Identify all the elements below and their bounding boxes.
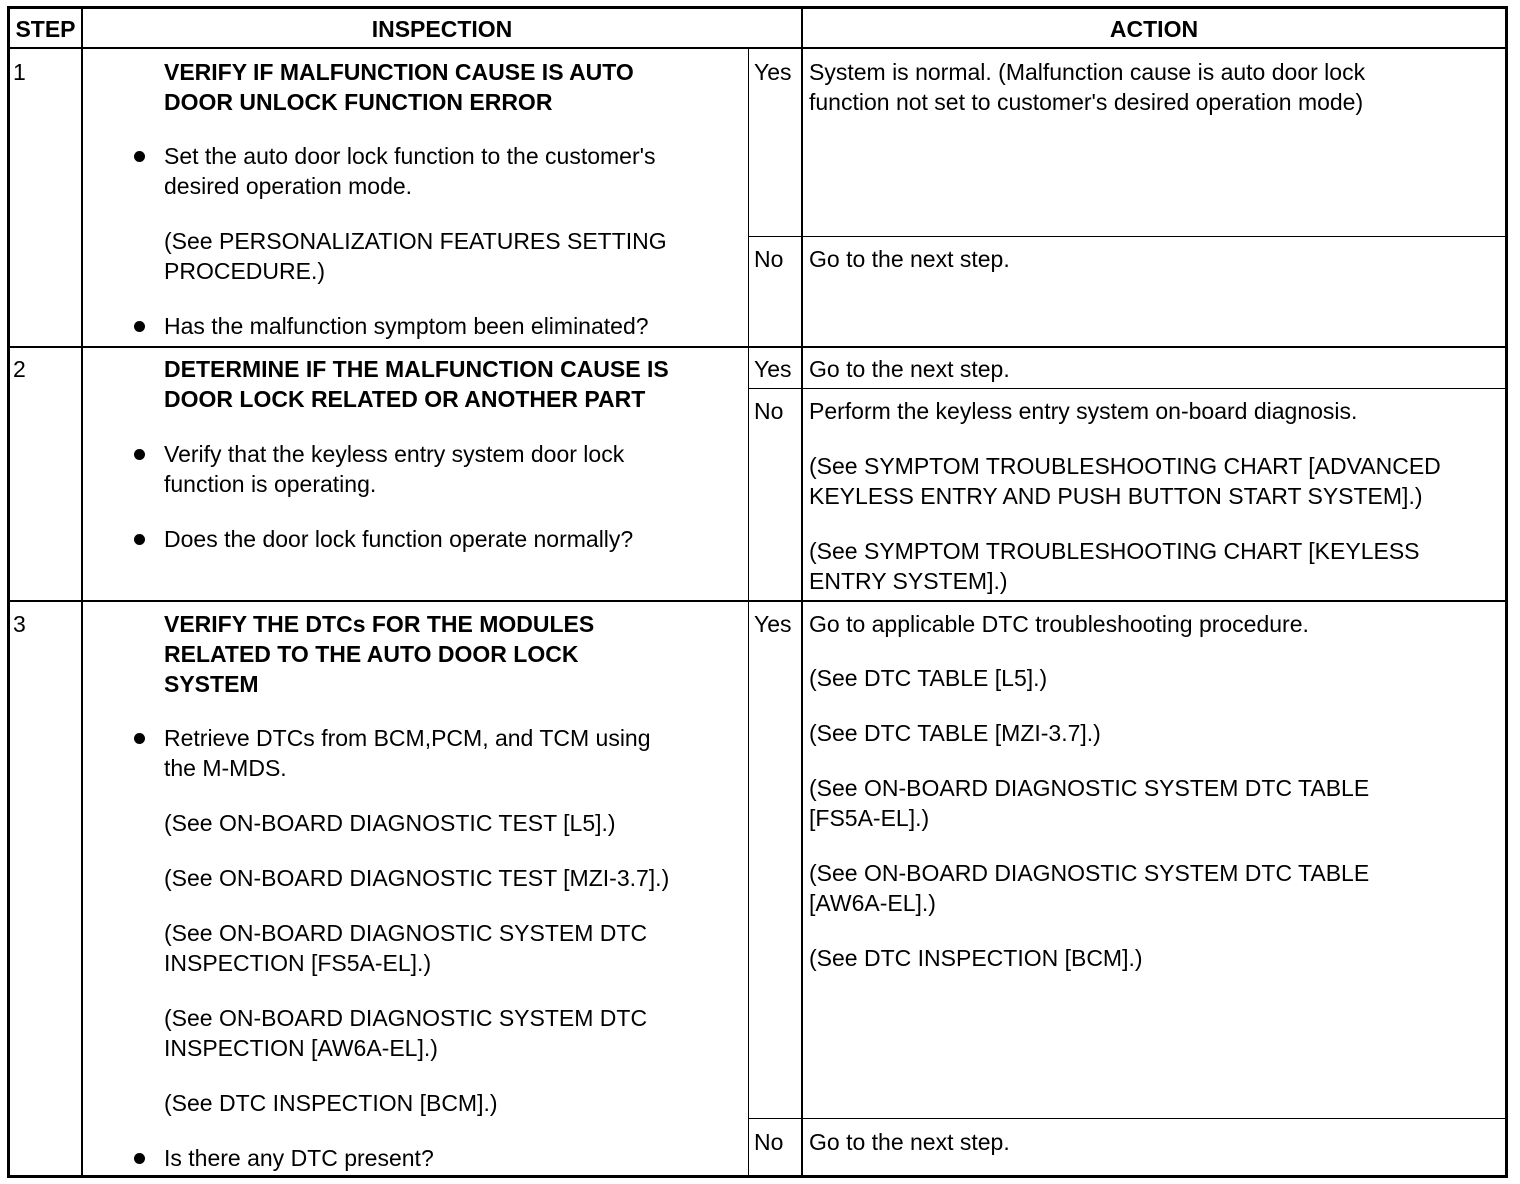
table-border-left bbox=[7, 6, 10, 1178]
row2-step-number: 2 bbox=[13, 356, 26, 382]
row3-reference-line: INSPECTION [AW6A-EL].) bbox=[164, 1035, 438, 1061]
row2-bullet1-line: Verify that the keyless entry system door lock bbox=[164, 441, 625, 467]
row1-bullet1 bbox=[164, 141, 656, 201]
yes-no-divider-2 bbox=[748, 388, 1508, 389]
row3-bullet1-line: the M-MDS. bbox=[164, 755, 287, 781]
row3-title-line: VERIFY THE DTCs FOR THE MODULES bbox=[164, 611, 595, 637]
bullet-icon bbox=[134, 321, 145, 332]
row3-yes-reference-5 bbox=[809, 943, 1143, 973]
row3-reference-line: (See ON-BOARD DIAGNOSTIC TEST [L5].) bbox=[164, 810, 616, 836]
row3-yes-reference-4 bbox=[809, 858, 1369, 918]
row-divider-1 bbox=[7, 346, 1508, 348]
bullet-icon bbox=[134, 733, 145, 744]
row1-reference-line: (See PERSONALIZATION FEATURES SETTING bbox=[164, 228, 667, 254]
row3-yes-reference-line: (See DTC TABLE [L5].) bbox=[809, 665, 1048, 691]
row3-bullet1 bbox=[164, 723, 651, 783]
row1-no-action-line: Go to the next step. bbox=[809, 246, 1010, 272]
row1-title-line: DOOR UNLOCK FUNCTION ERROR bbox=[164, 89, 553, 115]
row1-title bbox=[164, 57, 634, 117]
row1-bullet2-line: Has the malfunction symptom been eliminated? bbox=[164, 313, 649, 339]
row3-title-line: SYSTEM bbox=[164, 671, 259, 697]
table-border-right bbox=[1505, 6, 1508, 1178]
row2-yes-label: Yes bbox=[754, 356, 792, 382]
row3-reference-4 bbox=[164, 1003, 647, 1063]
bullet-icon bbox=[134, 449, 145, 460]
row3-reference-line: (See ON-BOARD DIAGNOSTIC SYSTEM DTC bbox=[164, 920, 648, 946]
bullet-icon bbox=[134, 151, 145, 162]
header-step: STEP bbox=[15, 16, 76, 42]
row3-bullet2-line: Is there any DTC present? bbox=[164, 1145, 434, 1171]
row3-no-action-line: Go to the next step. bbox=[809, 1129, 1010, 1155]
header-action: ACTION bbox=[1109, 16, 1199, 42]
row1-reference bbox=[164, 226, 667, 286]
row2-no-reference-line: KEYLESS ENTRY AND PUSH BUTTON START SYSTEM].) bbox=[809, 483, 1423, 509]
row1-yes-action-line: function not set to customer's desired operation mode) bbox=[809, 89, 1364, 115]
col-divider-step bbox=[81, 6, 83, 1178]
row2-bullet2-line: Does the door lock function operate normally? bbox=[164, 526, 634, 552]
row2-no-reference-2 bbox=[809, 536, 1420, 596]
row2-no-reference-line: (See SYMPTOM TROUBLESHOOTING CHART [KEYLESS bbox=[809, 538, 1420, 564]
row2-bullet2 bbox=[164, 524, 633, 554]
row3-no-action bbox=[809, 1127, 1010, 1157]
row3-yes-reference-line: (See DTC INSPECTION [BCM].) bbox=[809, 945, 1143, 971]
table-border-bottom bbox=[7, 1175, 1508, 1178]
row1-bullet1-line: Set the auto door lock function to the customer's bbox=[164, 143, 656, 169]
row3-yes-reference-3 bbox=[809, 773, 1369, 833]
row2-yes-action-line: Go to the next step. bbox=[809, 356, 1010, 382]
row3-title-line: RELATED TO THE AUTO DOOR LOCK bbox=[164, 641, 579, 667]
row3-bullet2 bbox=[164, 1143, 434, 1173]
row3-yes-reference-2 bbox=[809, 718, 1101, 748]
row3-reference-3 bbox=[164, 918, 647, 978]
row1-title-line: VERIFY IF MALFUNCTION CAUSE IS AUTO bbox=[164, 59, 634, 85]
row1-step-number: 1 bbox=[13, 59, 26, 85]
col-divider-inspection bbox=[748, 48, 749, 1176]
row3-reference-line: (See DTC INSPECTION [BCM].) bbox=[164, 1090, 498, 1116]
header-inspection: INSPECTION bbox=[371, 16, 513, 42]
header-divider bbox=[7, 47, 1508, 49]
row1-yes-action bbox=[809, 57, 1365, 117]
row3-yes-action-line: Go to applicable DTC troubleshooting procedure. bbox=[809, 611, 1309, 637]
bullet-icon bbox=[134, 534, 145, 545]
row2-no-reference-1 bbox=[809, 451, 1441, 511]
row1-yes-label: Yes bbox=[754, 59, 792, 85]
row3-reference-1 bbox=[164, 808, 616, 838]
row-divider-2 bbox=[7, 600, 1508, 602]
bullet-icon bbox=[134, 1153, 145, 1164]
row3-title bbox=[164, 609, 594, 699]
row3-yes-reference-line: [FS5A-EL].) bbox=[809, 805, 930, 831]
row3-yes-reference-line: [AW6A-EL].) bbox=[809, 890, 936, 916]
row2-title-line: DETERMINE IF THE MALFUNCTION CAUSE IS bbox=[164, 356, 669, 382]
row2-no-reference-line: ENTRY SYSTEM].) bbox=[809, 568, 1008, 594]
row3-yes-reference-line: (See ON-BOARD DIAGNOSTIC SYSTEM DTC TABLE bbox=[809, 860, 1370, 886]
row3-yes-reference-1 bbox=[809, 663, 1047, 693]
row1-bullet1-line: desired operation mode. bbox=[164, 173, 413, 199]
row3-reference-2 bbox=[164, 863, 669, 893]
row2-no-label: No bbox=[754, 398, 784, 424]
row3-bullet1-line: Retrieve DTCs from BCM,PCM, and TCM using bbox=[164, 725, 651, 751]
row1-bullet2 bbox=[164, 311, 649, 341]
row3-reference-line: INSPECTION [FS5A-EL].) bbox=[164, 950, 432, 976]
row1-reference-line: PROCEDURE.) bbox=[164, 258, 326, 284]
row3-reference-5 bbox=[164, 1088, 498, 1118]
row1-no-action bbox=[809, 244, 1010, 274]
yes-no-divider-1 bbox=[748, 236, 1508, 237]
row3-yes-reference-line: (See DTC TABLE [MZI-3.7].) bbox=[809, 720, 1101, 746]
row2-bullet1-line: function is operating. bbox=[164, 471, 377, 497]
row2-bullet1 bbox=[164, 439, 624, 499]
row2-title-line: DOOR LOCK RELATED OR ANOTHER PART bbox=[164, 386, 646, 412]
row3-no-label: No bbox=[754, 1129, 784, 1155]
row2-yes-action bbox=[809, 354, 1010, 384]
row2-no-action-line: Perform the keyless entry system on-board diagnosis. bbox=[809, 398, 1358, 424]
col-divider-action bbox=[801, 6, 803, 1178]
row3-yes-label: Yes bbox=[754, 611, 792, 637]
row3-step-number: 3 bbox=[13, 611, 26, 637]
row2-no-action bbox=[809, 396, 1357, 426]
row1-no-label: No bbox=[754, 246, 784, 272]
row3-reference-line: (See ON-BOARD DIAGNOSTIC TEST [MZI-3.7].) bbox=[164, 865, 670, 891]
yes-no-divider-3 bbox=[748, 1118, 1508, 1119]
row2-no-reference-line: (See SYMPTOM TROUBLESHOOTING CHART [ADVANCED bbox=[809, 453, 1441, 479]
row2-title bbox=[164, 354, 669, 414]
row3-yes-action bbox=[809, 609, 1309, 639]
row3-reference-line: (See ON-BOARD DIAGNOSTIC SYSTEM DTC bbox=[164, 1005, 648, 1031]
row3-yes-reference-line: (See ON-BOARD DIAGNOSTIC SYSTEM DTC TABLE bbox=[809, 775, 1370, 801]
row1-yes-action-line: System is normal. (Malfunction cause is auto door lock bbox=[809, 59, 1366, 85]
table-border-top bbox=[7, 6, 1508, 9]
